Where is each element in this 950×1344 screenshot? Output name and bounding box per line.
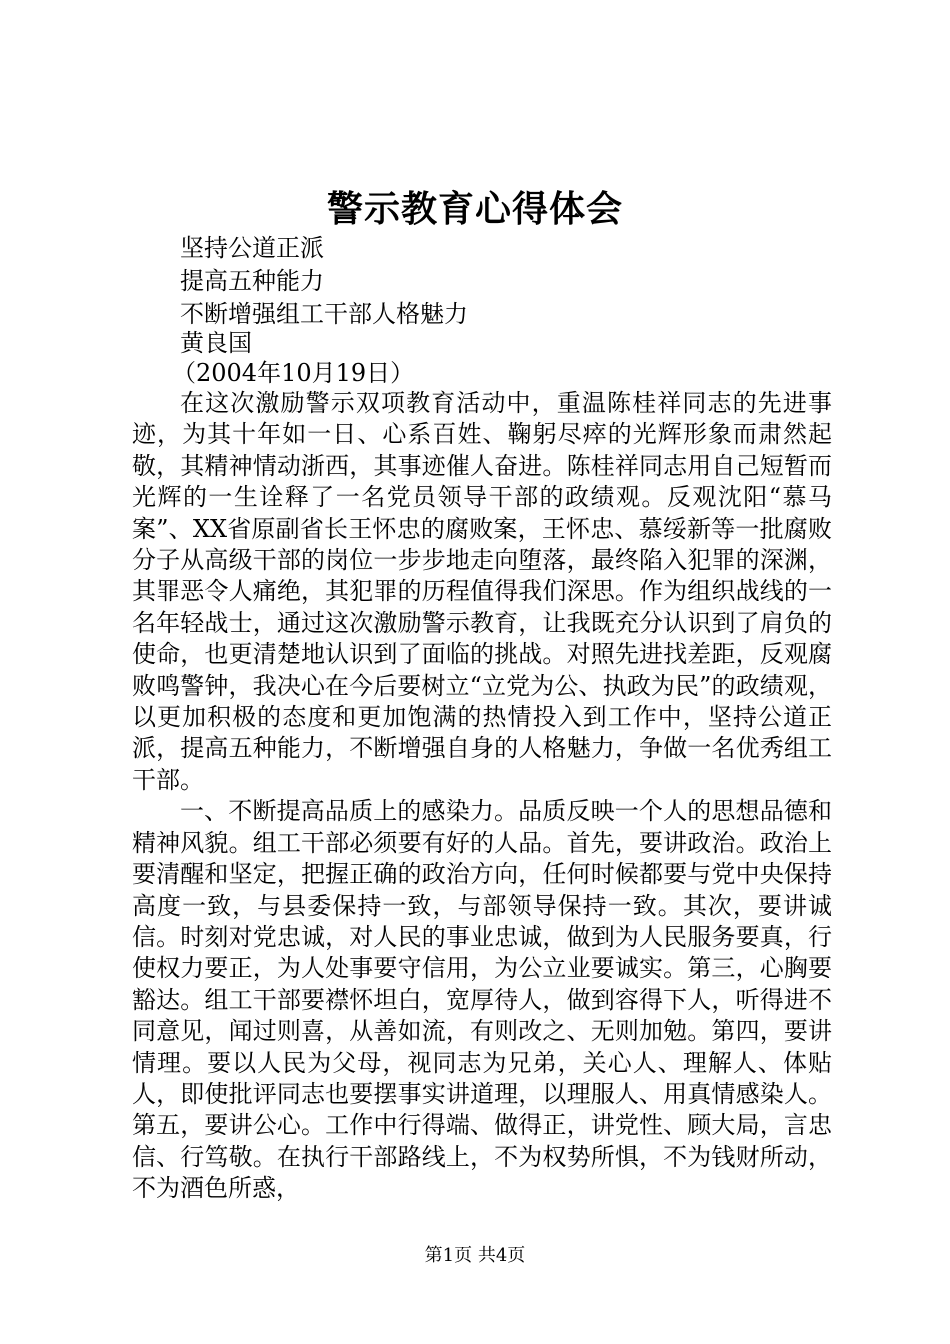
body-paragraph-2: 一、不断提高品质上的感染力。品质反映一个人的思想品德和精神风貌。组工干部必须要有好的人品。首先，要讲政治。政治上要清醒和坚定，把握正确的政治方向，任何时候都要与党中央保持高度一致，与县委保持一致，与部领导保持一致。其次，要讲诚信。时刻对党忠诚，对人民的事业忠诚，做到为人民服务要真，行使权力要正，为人处事要守信用，为公立业要诚实。第三，心胸要豁达。组工干部要襟怀坦白，宽厚待人，做到容得下人，听得进不同意见，闻过则喜，从善如流，有则改之、无则加勉。第四，要讲情理。要以人民为父母，视同志为兄弟，关心人、理解人、体贴人，即使批评同志也要摆事实讲道理，以理服人、用真情感染人。第五，要讲公心。工作中行得端、做得正，讲党性、顾大局，言忠信、行笃敬。在执行干部路线上，不为权势所惧，不为钱财所动，不为酒色所惑， (132, 797, 832, 1203)
document-body (132, 388, 832, 1205)
document-title: 警示教育心得体会 (326, 188, 623, 230)
body-paragraph-1: 在这次激励警示双项教育活动中，重温陈桂祥同志的先进事迹，为其十年如一日、心系百姓、鞠躬尽瘁的光辉形象而肃然起敬，其精神情动浙西，其事迹催人奋进。陈桂祥同志用自己短暂而光辉的一生诠释了一名党员领导干部的政绩观。反观沈阳“慕马案”、XX省原副省长王怀忠的腐败案，王怀忠、慕绥新等一批腐败分子从高级干部的岗位一步步地走向堕落，最终陷入犯罪的深渊，其罪恶令人痛绝，其犯罪的历程值得我们深思。作为组织战线的一名年轻战士，通过这次激励警示教育，让我既充分认识到了肩负的使命，也更清楚地认识到了面临的挑战。对照先进找差距，反观腐败鸣警钟，我决心在今后要树立“立党为公、执政为民”的政绩观，以更加积极的态度和更加饱满的热情投入到工作中，坚持公道正派，提高五种能力，不断增强自身的人格魅力，争做一名优秀组工干部。 (132, 389, 832, 794)
author-name: 黄良国 (180, 329, 252, 357)
document-date: （2004年10月19日） (172, 359, 415, 387)
subtitle-line-3: 不断增强组工干部人格魅力 (180, 300, 468, 328)
page-footer: 第1页 共4页 (424, 1245, 526, 1266)
subtitle-line-2: 提高五种能力 (180, 267, 324, 295)
subtitle-line-1: 坚持公道正派 (180, 234, 324, 262)
